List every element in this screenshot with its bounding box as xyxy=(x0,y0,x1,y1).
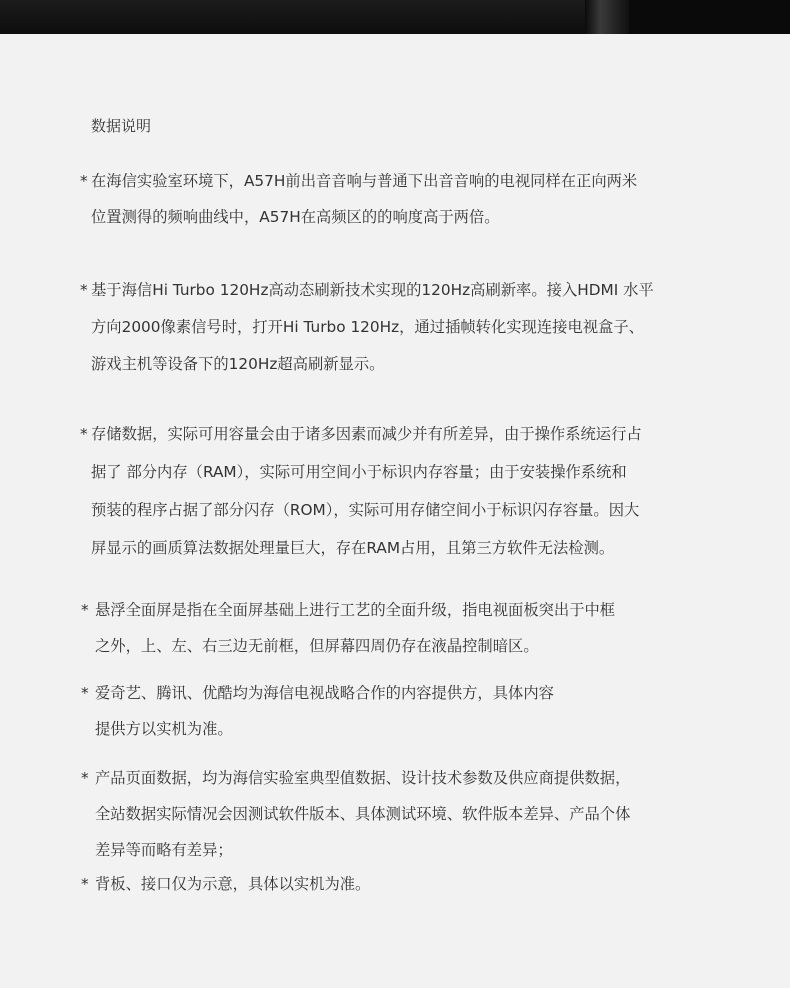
note-line: * 产品页面数据，均为海信实验室典型值数据、设计技术参数及供应商提供数据， xyxy=(81,769,631,787)
note-line: 提供方以实机为准。 xyxy=(95,720,233,738)
asterisk-marker: * xyxy=(81,684,89,702)
note-line: 屏显示的画质算法数据处理量巨大，存在RAM占用，且第三方软件无法检测。 xyxy=(91,539,615,557)
note-line: * 背板、接口仅为示意，具体以实机为准。 xyxy=(81,875,371,893)
top-banner-image xyxy=(0,0,790,34)
disclaimer-note-page-data xyxy=(81,768,631,876)
note-line: * 爱奇艺、腾讯、优酷均为海信电视战略合作的内容提供方，具体内容 xyxy=(81,684,554,702)
note-line: 预装的程序占据了部分闪存（ROM），实际可用存储空间小于标识闪存容量。因大 xyxy=(91,501,640,519)
note-line: * 存储数据，实际可用容量会由于诸多因素而减少并有所差异，由于操作系统运行占 xyxy=(80,425,642,443)
banner-dark-panel xyxy=(629,0,790,34)
note-line: * 基于海信Hi Turbo 120Hz高动态刷新技术实现的120Hz高刷新率。接入HDMI 水平 xyxy=(80,281,654,299)
note-line: 全站数据实际情况会因测试软件版本、具体测试环境、软件版本差异、产品个体 xyxy=(95,805,631,823)
asterisk-marker: * xyxy=(80,281,88,299)
note-line: 游戏主机等设备下的120Hz超高刷新显示。 xyxy=(91,355,385,373)
disclaimer-note-refresh-rate xyxy=(80,280,654,391)
asterisk-marker: * xyxy=(81,769,89,787)
note-line: 方向2000像素信号时，打开Hi Turbo 120Hz，通过插帧转化实现连接电视盒子、 xyxy=(91,318,644,336)
disclaimer-note-storage xyxy=(80,424,642,576)
disclaimer-note-speaker xyxy=(80,171,638,243)
disclaimer-note-bezel xyxy=(81,600,616,672)
note-line: 据了 部分内存（RAM），实际可用空间小于标识内存容量；由于安装操作系统和 xyxy=(91,463,627,481)
note-line: 位置测得的频响曲线中，A57H在高频区的的响度高于两倍。 xyxy=(91,208,500,226)
asterisk-marker: * xyxy=(80,172,88,190)
note-line: 差异等而略有差异； xyxy=(95,841,233,859)
asterisk-marker: * xyxy=(81,601,89,619)
note-line: * 在海信实验室环境下，A57H前出音音响与普通下出音音响的电视同样在正向两米 xyxy=(80,172,638,190)
note-line: * 悬浮全面屏是指在全面屏基础上进行工艺的全面升级，指电视面板突出于中框 xyxy=(81,601,616,619)
disclaimer-note-backplate xyxy=(81,874,371,910)
note-line: 之外，上、左、右三边无前框，但屏幕四周仍存在液晶控制暗区。 xyxy=(95,637,539,655)
disclaimer-note-content-partners xyxy=(81,683,554,755)
asterisk-marker: * xyxy=(80,425,88,443)
section-heading: 数据说明 xyxy=(91,117,152,135)
banner-product-edge xyxy=(585,0,629,34)
asterisk-marker: * xyxy=(81,875,89,893)
